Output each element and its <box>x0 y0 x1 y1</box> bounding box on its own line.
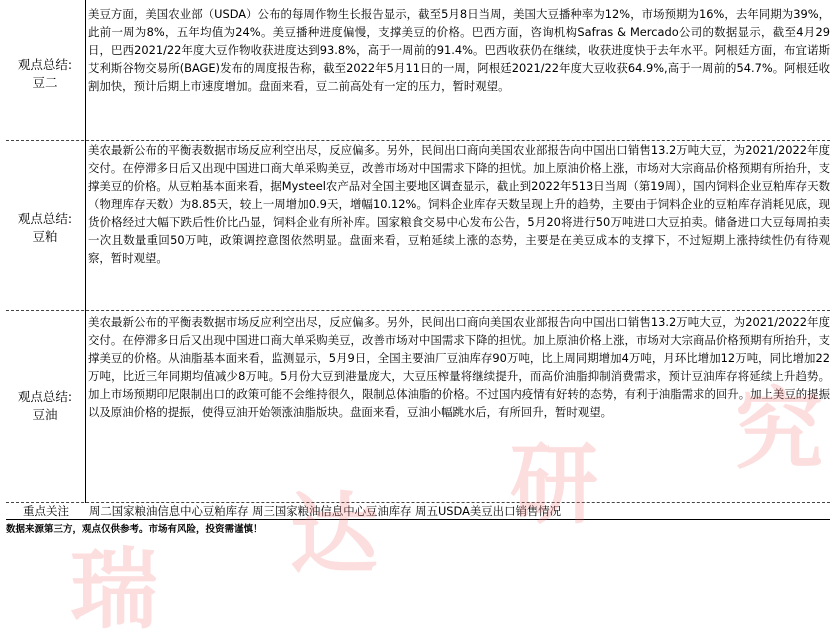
section-label-title: 观点总结: <box>17 57 73 72</box>
section-text-soymeal: 美农最新公布的平衡表数据市场反应利空出尽，反应偏多。另外，民间出口商向美国农业部报告向中国出口销售13.2万吨大豆，为2021/2022年度交付。在停滞多日后又出现中国进口商大单采购美豆，改善市场对中国需求下降的担忧。加上原油价格上涨，市场对大宗商品价格预期有所抬升，支撑美豆的价格。从豆粕基本面来看，据Mysteel农产品对全国主要地区调查显示，截止到2022年513日当周（第19周），国内饲料企业豆粕库存天数（物理库存天数）为8.85天，较上一周增加0.9天，增幅10.12%。饲料企业库存天数呈现上升的趋势，主要由于饲料企业的豆粕库存消耗见底，现货价格经过大幅下跌后性价比凸显，饲料企业有所补库。国家粮食交易中心发布公告，5月20将进行50万吨进口大豆拍卖。储备进口大豆每周拍卖一次且数量重回50万吨，政策调控意图依然明显。盘面来看，豆粕延续上涨的态势，主要是在美豆成本的支撑下，不过短期上涨持续性仍有待观察，暂时观望。 <box>88 143 830 265</box>
watermark-char: 瑞 <box>70 537 159 641</box>
column-divider <box>85 0 86 503</box>
focus-bottom-rule <box>6 519 830 520</box>
focus-text: 周二国家粮油信息中心豆粕库存 周三国家粮油信息中心豆油库存 周五USDA美豆出口销售情况 <box>89 504 562 518</box>
section-label-soybean-2 <box>6 56 84 92</box>
section-divider <box>6 310 830 311</box>
disclaimer: 数据来源第三方，观点仅供参考。市场有风险，投资需谨慎！ <box>6 524 263 535</box>
watermark-char: 究 <box>735 377 824 481</box>
section-text-soyoil: 美农最新公布的平衡表数据市场反应利空出尽，反应偏多。另外，民间出口商向美国农业部报告向中国出口销售13.2万吨大豆，为2021/2022年度交付。在停滞多日后又出现中国进口商大单采购美豆，改善市场对中国需求下降的担忧。加上原油价格上涨，市场对大宗商品价格预期有所抬升，支撑美豆的价格。从油脂基本面来看，监测显示，5月9日，全国主要油厂豆油库存90万吨，比上周同期增加4万吨，月环比增加12万吨，同比增加22万吨，比近三年同期均值减少8万吨。5月份大豆到港量庞大，大豆压榨量将继续提升，而高价油脂抑制消费需求，预计豆油库存将延续上升趋势。加上市场预期印尼限制出口的政策可能不会维持很久，限制总体油脂的价格。不过国内疫情有好转的态势，有利于油脂需求的回升。加上美豆的提振以及原油价格的提振，使得豆油开始领涨油脂版块。盘面来看，豆油小幅跳水后，有所回升，暂时观望。 <box>88 315 830 419</box>
section-label-product: 豆油 <box>32 407 58 422</box>
watermark-char: 达 <box>290 482 379 586</box>
section-label-title: 观点总结: <box>17 389 73 404</box>
section-label-soyoil <box>6 388 84 424</box>
section-label-title: 观点总结: <box>17 211 73 226</box>
focus-row <box>6 503 830 519</box>
focus-label: 重点关注 <box>23 504 69 518</box>
section-label-soymeal <box>6 210 84 246</box>
section-label-product: 豆二 <box>32 75 58 90</box>
watermark-char: 研 <box>510 432 599 536</box>
section-text-soybean-2: 美豆方面，美国农业部（USDA）公布的每周作物生长报告显示，截至5月8日当周，美国大豆播种率为12%，市场预期为16%，去年同期为39%，此前一周为8%，五年均值为24%。美豆播种进度偏慢，支撑美豆的价格。巴西方面，咨询机构Safras & Mercado公司的数据显示，截至4月29日，巴西2021/22年度大豆作物收获进度达到93.8%，高于一周前的91.4%。巴西收获仍在继续，收获进度快于去年水平。阿根廷方面，布宜诺斯艾利斯谷物交易所(BAGE)发布的周度报告称，截至2022年5月11日的一周，阿根廷2021/22年度大豆收获64.9%,高于一周前的54.7%。阿根廷收割加快，预计后期上市速度增加。盘面来看，豆二前高处有一定的压力，暂时观望。 <box>88 7 830 93</box>
section-label-product: 豆粕 <box>32 229 58 244</box>
